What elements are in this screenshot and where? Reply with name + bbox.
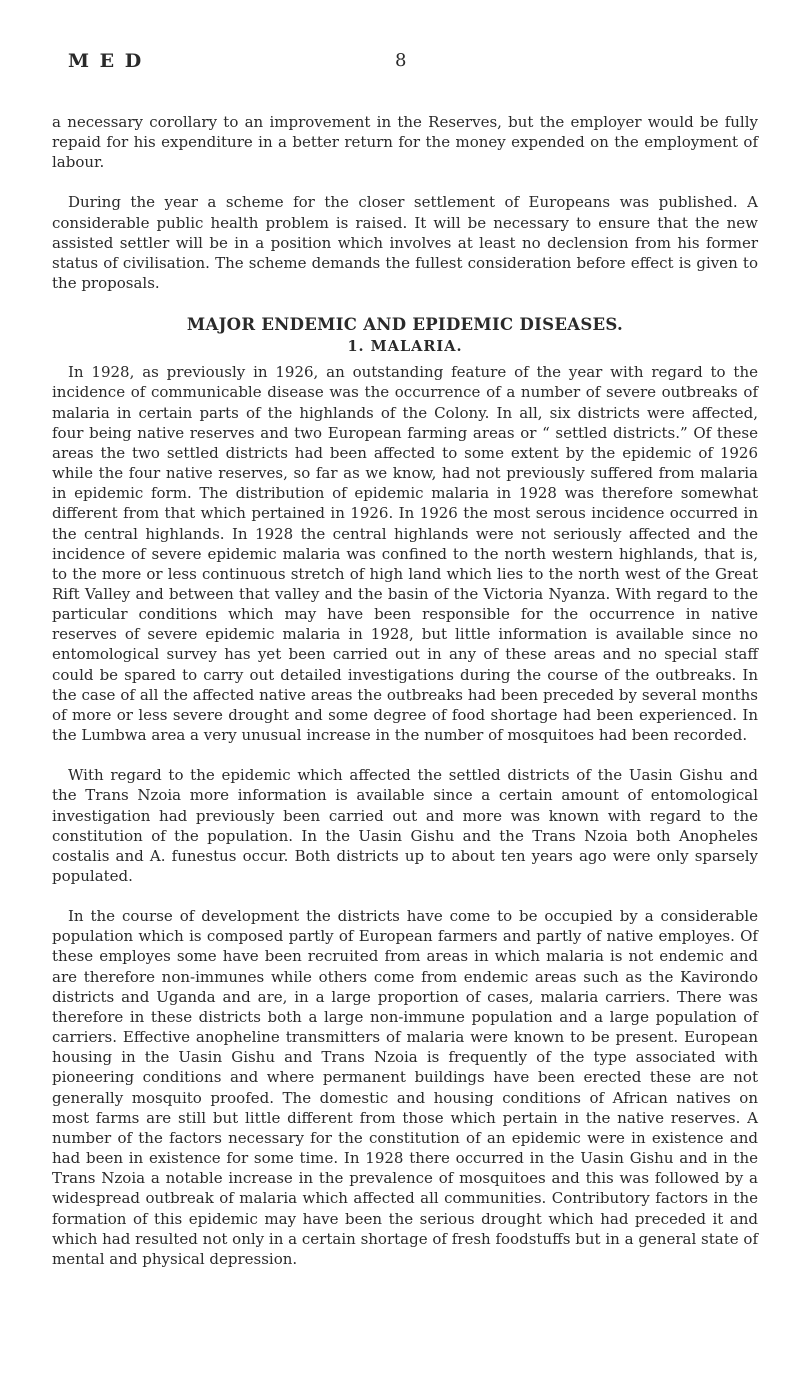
paragraph-malaria-1928: In 1928, as previously in 1926, an outstanding feature of the year with regard to the incidence of communicable disease was the occurrence of a number of severe outbreaks of malaria in certain parts of the highlands of the Colony. In all, six districts were affected, four being native reserves and two European farming areas or “ settled districts.” Of these areas the two settled districts had been affected to some extent by the epidemic of 1926 while the four native reserves, so far as we know, had not previously suffered from malaria in epidemic form. The distribution of epidemic malaria in 1928 was therefore somewhat different from that which pertained in 1926. In 1926 the most serous incidence occurred in the central highlands. In 1928 the central highlands were not seriously affected and the incidence of severe epidemic malaria was confined to the north western highlands, that is, to the more or less continuous stretch of high land which lies to the north west of the Great Rift Valley and between that valley and the basin of the Victoria Nyanza. With regard to the particular conditions which may have been responsible for the occurrence in native reserves of severe epidemic malaria in 1928, but little information is available since no entomological survey has yet been carried out in any of these areas and no special staff could be spared to carry out detailed investigations during the course of the outbreaks. In the case of all the affected native areas the outbreaks had been preceded by several months of more or less severe drought and some degree of food shortage had been experienced. In the Lumbwa area a very unusual increase in the number of mosquitoes had been recorded. <box>52 363 758 745</box>
paragraph-continuation: a necessary corollary to an improvement in the Reserves, but the employer would be fully repaid for his expenditure in a better return for the money expended on the employment of labour. <box>52 113 758 172</box>
paragraph-settlement-scheme: During the year a scheme for the closer settlement of Europeans was published. A considerable public health problem is raised. It will be necessary to ensure that the new assisted settler will be in a position which involves at least no declension from his former status of civilisation. The scheme demands the fullest consideration before effect is given to the proposals. <box>52 193 758 293</box>
paragraph-settled-districts: With regard to the epidemic which affected the settled districts of the Uasin Gishu and the Trans Nzoia more information is available since a certain amount of entomological investigation had previously been carried out and more was known with regard to the constitution of the population. In the Uasin Gishu and the Trans Nzoia both Anopheles costalis and A. funestus occur. Both districts up to about ten years ago were only sparsely populated. <box>52 766 758 885</box>
subsection-heading-malaria: 1. MALARIA. <box>347 338 463 356</box>
page-number: 8 <box>395 50 407 71</box>
page-header <box>68 50 748 80</box>
paragraph-development: In the course of development the districts have come to be occupied by a considerable population which is composed partly of European farmers and partly of native employes. Of these employes some have been recruited from areas in which malaria is not endemic and are therefore non-immunes while others come from endemic areas such as the Kavirondo districts and Uganda and are, in a large proportion of cases, malaria carriers. There was therefore in these districts both a large non-immune population and a large population of carriers. Effective anopheline transmitters of malaria were known to be present. European housing in the Uasin Gishu and Trans Nzoia is frequently of the type associated with pioneering conditions and where permanent buildings have been erected these are not generally mosquito proofed. The domestic and housing conditions of African natives on most farms are still but little different from those which pertain in the native reserves. A number of the factors necessary for the constitution of an epidemic were in existence and had been in existence for some time. In 1928 there occurred in the Uasin Gishu and in the Trans Nzoia a notable increase in the prevalence of mosquitoes and this was followed by a widespread outbreak of malaria which affected all communities. Contributory factors in the formation of this epidemic may have been the serious drought which had preceded it and which had resulted not only in a certain shortage of fresh foodstuffs but in a general state of mental and physical depression. <box>52 907 758 1268</box>
page-body <box>52 112 758 1269</box>
section-heading: MAJOR ENDEMIC AND EPIDEMIC DISEASES. <box>186 315 624 335</box>
running-head: M E D <box>68 50 144 72</box>
